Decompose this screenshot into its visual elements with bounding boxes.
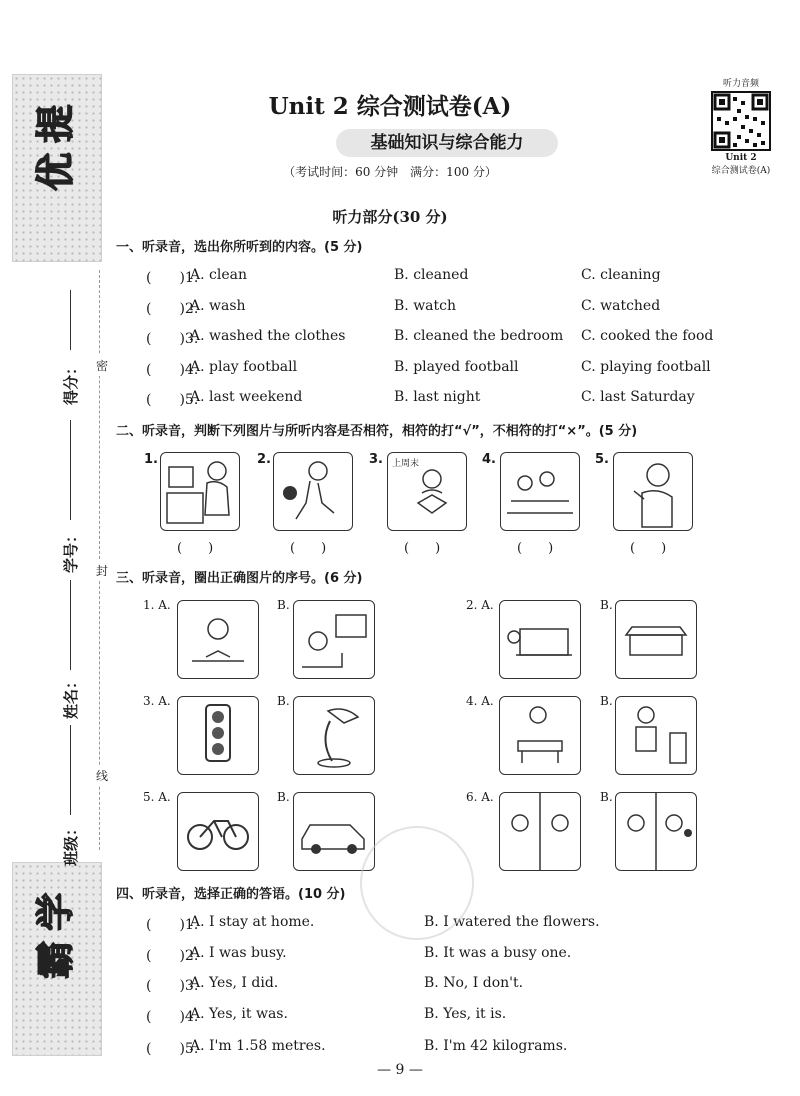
name-line[interactable]: [70, 580, 71, 670]
picture-building-b[interactable]: [615, 600, 697, 679]
group-label: 2. A.: [466, 598, 494, 612]
group-label: 4. A.: [466, 694, 494, 708]
car-icon[interactable]: [293, 792, 375, 871]
item-number: 5.: [595, 452, 609, 467]
answer-blank[interactable]: ( )1.: [146, 917, 199, 933]
group-label: 6. A.: [466, 790, 494, 804]
option-a: A. Yes, I did.: [190, 975, 279, 991]
option-b-label: B.: [277, 598, 290, 612]
picture-family-theater[interactable]: [500, 452, 580, 531]
picture-caption: 上周末: [392, 459, 420, 469]
score-line[interactable]: [70, 290, 71, 350]
picture-building-a[interactable]: [499, 600, 581, 679]
picture-man-sneezing[interactable]: [613, 452, 693, 531]
qr-code-block[interactable]: [710, 76, 772, 176]
option-a: A. wash: [190, 298, 246, 314]
option-a: A. I'm 1.58 metres.: [190, 1038, 326, 1054]
field-id: 学号：: [62, 527, 81, 574]
option-b: B. cleaned the bedroom: [394, 328, 564, 344]
answer-blank[interactable]: ( )2.: [146, 948, 199, 964]
qr-caption-test: 综合测试卷(A): [711, 166, 771, 176]
part4-row: [146, 1006, 746, 1026]
cut-word-seal2: 封: [96, 560, 108, 581]
answer-blank[interactable]: ( ): [630, 541, 667, 556]
group-label: 3. A.: [143, 694, 171, 708]
option-b: B. I watered the flowers.: [424, 914, 600, 930]
picture-girl-reading-desk[interactable]: [177, 600, 259, 679]
option-a: A. I stay at home.: [190, 914, 315, 930]
answer-blank[interactable]: ( ): [177, 541, 214, 556]
option-a: A. play football: [190, 359, 298, 375]
traffic-light-icon[interactable]: [177, 696, 259, 775]
option-a: A. washed the clothes: [190, 328, 346, 344]
part4-row: [146, 945, 746, 965]
group-label: 5. A.: [143, 790, 171, 804]
exam-meta: （考试时间：60 分钟 满分：100 分）: [283, 165, 497, 179]
part1-row: [146, 359, 746, 379]
option-c: C. watched: [581, 298, 661, 314]
part4-row: [146, 975, 746, 995]
option-c: C. cooked the food: [581, 328, 714, 344]
option-b: B. Yes, it is.: [424, 1006, 507, 1022]
option-a: A. last weekend: [190, 389, 303, 405]
answer-blank[interactable]: ( ): [404, 541, 441, 556]
answer-blank[interactable]: ( )1.: [146, 270, 199, 286]
part1-row: [146, 328, 746, 348]
option-a: A. I was busy.: [190, 945, 287, 961]
answer-blank[interactable]: ( )5.: [146, 1041, 199, 1057]
option-b: B. I'm 42 kilograms.: [424, 1038, 568, 1054]
answer-blank[interactable]: ( )4.: [146, 362, 199, 378]
page-number: — 9 —: [377, 1062, 423, 1078]
top-band-title: 提 优: [33, 104, 78, 191]
part2-heading: 二、听录音，判断下列图片与所听内容是否相符，相符的打“√”，不相符的打“×”。(5 分): [116, 424, 638, 439]
picture-girl-cleaning[interactable]: [615, 696, 697, 775]
answer-blank[interactable]: ( )3.: [146, 978, 199, 994]
answer-blank[interactable]: ( )4.: [146, 1009, 199, 1025]
picture-boy-watching-tv[interactable]: [293, 600, 375, 679]
bicycle-icon[interactable]: [177, 792, 259, 871]
part3-heading: 三、听录音，圈出正确图片的序号。(6 分): [116, 571, 363, 586]
qr-caption-unit: Unit 2: [725, 153, 757, 163]
part4-heading: 四、听录音，选择正确的答语。(10 分): [116, 887, 346, 902]
answer-blank[interactable]: ( )3.: [146, 331, 199, 347]
option-a: A. clean: [190, 267, 247, 283]
field-score: 得分：: [62, 359, 81, 406]
option-b: B. last night: [394, 389, 481, 405]
picture-girl-cooking[interactable]: [499, 696, 581, 775]
answer-blank[interactable]: ( )2.: [146, 301, 199, 317]
picture-boy-football[interactable]: [273, 452, 353, 531]
part1-heading: 一、听录音，选出你所听到的内容。(5 分): [116, 240, 363, 255]
part1-row: [146, 389, 746, 409]
answer-blank[interactable]: ( ): [290, 541, 327, 556]
option-b-label: B.: [600, 694, 613, 708]
class-line[interactable]: [70, 725, 71, 815]
picture-two-panel-b[interactable]: [615, 792, 697, 871]
option-a: A. Yes, it was.: [190, 1006, 288, 1022]
cut-word-seal: 密: [96, 355, 108, 376]
option-b-label: B.: [277, 790, 290, 804]
option-b: B. cleaned: [394, 267, 469, 283]
field-name: 姓名：: [62, 673, 81, 720]
option-b-label: B.: [277, 694, 290, 708]
qr-caption-top: 听力音频: [722, 79, 759, 89]
cut-word-line: 线: [96, 765, 108, 786]
listening-section-title: 听力部分(30 分): [332, 208, 448, 226]
answer-blank[interactable]: ( ): [517, 541, 554, 556]
picture-girl-reading[interactable]: [387, 452, 467, 531]
field-class: 班级：: [62, 820, 81, 867]
part4-row: [146, 1038, 746, 1058]
part1-row: [146, 267, 746, 287]
item-number: 3.: [369, 452, 383, 467]
id-line[interactable]: [70, 420, 71, 520]
item-number: 1.: [144, 452, 158, 467]
page-subtitle: 基础知识与综合能力: [336, 129, 558, 157]
option-b: B. It was a busy one.: [424, 945, 572, 961]
page-title: Unit 2 综合测试卷(A): [268, 93, 512, 120]
picture-computer-boy[interactable]: [160, 452, 240, 531]
option-c: C. last Saturday: [581, 389, 695, 405]
desk-lamp-icon[interactable]: [293, 696, 375, 775]
option-c: C. cleaning: [581, 267, 661, 283]
item-number: 4.: [482, 452, 496, 467]
option-b: B. No, I don't.: [424, 975, 524, 991]
group-label: 1. A.: [143, 598, 171, 612]
item-number: 2.: [257, 452, 271, 467]
picture-two-panel-a[interactable]: [499, 792, 581, 871]
option-b: B. watch: [394, 298, 457, 314]
qr-code-icon[interactable]: [711, 91, 771, 151]
option-b: B. played football: [394, 359, 519, 375]
option-c: C. playing football: [581, 359, 711, 375]
answer-blank[interactable]: ( )5.: [146, 392, 199, 408]
bottom-band-title: 学 霸: [33, 892, 78, 979]
option-b-label: B.: [600, 598, 613, 612]
option-b-label: B.: [600, 790, 613, 804]
part1-row: [146, 298, 746, 318]
